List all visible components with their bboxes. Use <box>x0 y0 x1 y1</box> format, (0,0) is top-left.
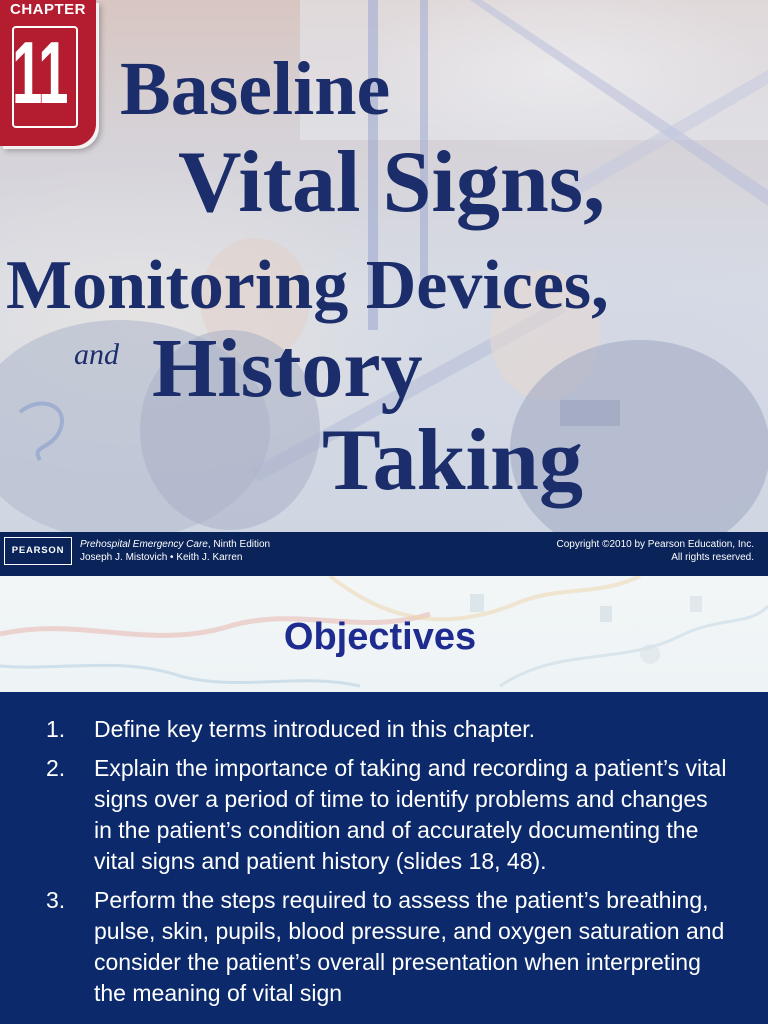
objective-item <box>0 885 768 1009</box>
title-line-and: and <box>74 338 119 371</box>
book-title: Prehospital Emergency Care <box>80 539 208 550</box>
chapter-number: 11 <box>12 23 68 122</box>
objective-number: 3. <box>46 887 66 913</box>
chapter-tab <box>0 0 96 146</box>
title-line-baseline: Baseline <box>120 47 391 131</box>
objective-item <box>0 714 768 745</box>
copyright-line: Copyright ©2010 by Pearson Education, Inc. <box>556 539 754 550</box>
slide-footer <box>0 532 768 576</box>
book-edition: , Ninth Edition <box>207 539 271 550</box>
title-line-monitoring-devices: Monitoring Devices, <box>6 247 609 324</box>
chapter-label: CHAPTER <box>10 1 87 18</box>
objective-text: Perform the steps required to assess the patient’s breathing, pulse, skin, pupils, blood pressure, and oxygen saturation and consider the patient’s overall presentation when interpreting the meaning of vital sign <box>94 887 725 1006</box>
objectives-heading: Objectives <box>283 616 477 658</box>
objective-number: 1. <box>46 716 66 742</box>
book-credit <box>80 538 270 564</box>
copyright-notice <box>557 538 755 564</box>
objective-number: 2. <box>46 755 66 781</box>
book-authors: Joseph J. Mistovich • Keith J. Karren <box>80 552 243 563</box>
rights-line: All rights reserved. <box>671 552 754 563</box>
objectives-body <box>0 692 768 1024</box>
pearson-logo: PEARSON <box>4 537 72 565</box>
objectives-list <box>0 714 768 1017</box>
objective-text: Explain the importance of taking and recording a patient’s vital signs over a period of time to identify problems and changes in the patient’s condition and of accurately documenting the vital signs and patient history (slides 18, 48). <box>94 755 727 874</box>
objective-item <box>0 753 768 877</box>
title-line-taking: Taking <box>322 412 583 509</box>
title-line-history: History <box>152 322 423 415</box>
objective-text: Define key terms introduced in this chapter. <box>94 716 536 742</box>
title-line-vital-signs: Vital Signs, <box>178 134 606 231</box>
